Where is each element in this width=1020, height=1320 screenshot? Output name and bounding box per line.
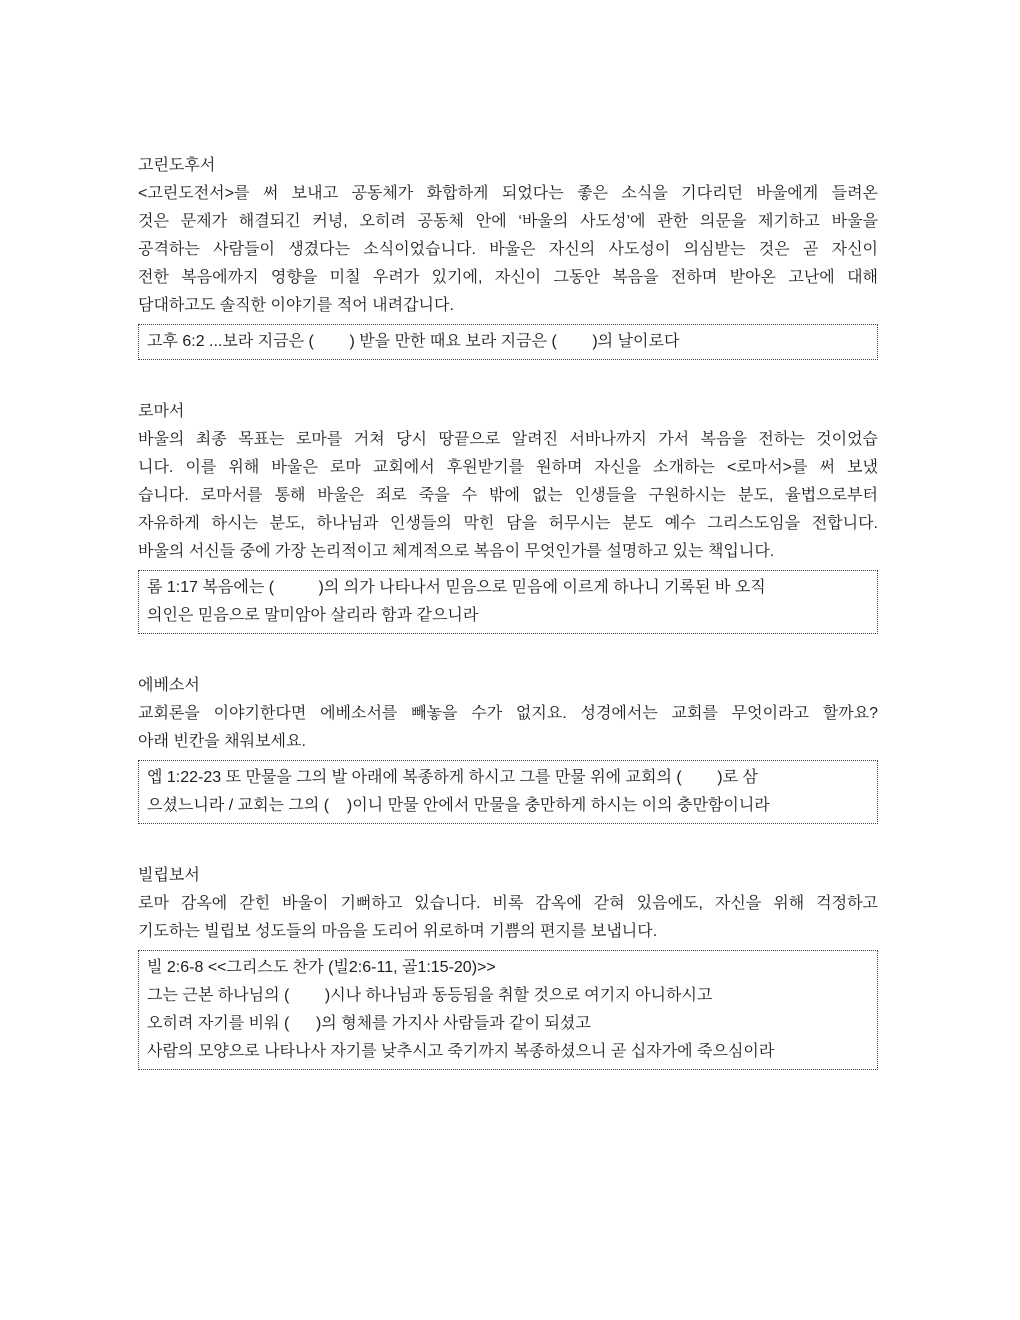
- verse-line: 오히려 자기를 비워 ( )의 형체를 가지사 사람들과 같이 되셨고: [147, 1015, 591, 1032]
- section-title: 빌립보서: [138, 867, 200, 884]
- paragraph-line: 니다. 이를 위해 바울은 로마 교회에서 후원받기를 원하며 자신을 소개하는 <로마서>를 써 보냈: [138, 459, 878, 476]
- paragraph-line: 바울의 최종 목표는 로마를 거쳐 당시 땅끝으로 알려진 서바나까지 가서 복음을 전하는 것이었습: [138, 431, 878, 448]
- section-paragraph: [138, 700, 878, 756]
- verse-box: [138, 950, 878, 1070]
- paragraph-line: <고린도전서>를 써 보내고 공동체가 화합하게 되었다는 좋은 소식을 기다리던 바울에게 들려온: [138, 185, 878, 202]
- section-title: 로마서: [138, 403, 185, 420]
- verse-box: [138, 570, 878, 634]
- verse-line: 엡 1:22-23 또 만물을 그의 발 아래에 복종하게 하시고 그를 만물 위에 교회의 ( )로 삼: [147, 769, 758, 786]
- paragraph-line: 로마 감옥에 갇힌 바울이 기뻐하고 있습니다. 비록 감옥에 갇혀 있음에도, 자신을 위해 걱정하고: [138, 895, 878, 912]
- section-title: 에베소서: [138, 677, 200, 694]
- section-philippians: [138, 862, 878, 1070]
- section-ephesians: [138, 672, 878, 824]
- paragraph-line: 교회론을 이야기한다면 에베소서를 빼놓을 수가 없지요. 성경에서는 교회를 무엇이라고 할까요?: [138, 705, 878, 722]
- paragraph-line: 바울의 서신들 중에 가장 논리적이고 체계적으로 복음이 무엇인가를 설명하고 있는 책입니다.: [138, 543, 775, 560]
- section-paragraph: [138, 426, 878, 566]
- paragraph-line: 공격하는 사람들이 생겼다는 소식이었습니다. 바울은 자신의 사도성이 의심받는 것은 곧 자신이: [138, 241, 878, 258]
- paragraph-line: 담대하고도 솔직한 이야기를 적어 내려갑니다.: [138, 297, 454, 314]
- verse-line: 고후 6:2 ...보라 지금은 ( ) 받을 만한 때요 보라 지금은 ( )의 날이로다: [147, 333, 680, 350]
- section-paragraph: [138, 890, 878, 946]
- verse-line: 사람의 모양으로 나타나사 자기를 낮추시고 죽기까지 복종하셨으니 곧 십자가에 죽으심이라: [147, 1043, 775, 1060]
- section-2corinthians: [138, 152, 878, 360]
- paragraph-line: 것은 문제가 해결되긴 커녕, 오히려 공동체 안에 ‘바울의 사도성’에 관한 의문을 제기하고 바울을: [138, 213, 878, 230]
- section-romans: [138, 398, 878, 634]
- paragraph-line: 자유하게 하시는 분도, 하나님과 인생들의 막힌 담을 허무시는 분도 예수 그리스도임을 전합니다.: [138, 515, 878, 532]
- verse-line: 롬 1:17 복음에는 ( )의 의가 나타나서 믿음으로 믿음에 이르게 하나니 기록된 바 오직: [147, 579, 766, 596]
- verse-line: 빌 2:6-8 <<그리스도 찬가 (빌2:6-11, 골1:15-20)>>: [147, 959, 496, 976]
- paragraph-line: 습니다. 로마서를 통해 바울은 죄로 죽을 수 밖에 없는 인생들을 구원하시는 분도, 율법으로부터: [138, 487, 878, 504]
- verse-line: 그는 근본 하나님의 ( )시나 하나님과 동등됨을 취할 것으로 여기지 아니하시고: [147, 987, 713, 1004]
- document-content: [138, 152, 878, 1070]
- section-title: 고린도후서: [138, 157, 216, 174]
- paragraph-line: 기도하는 빌립보 성도들의 마음을 도리어 위로하며 기쁨의 편지를 보냅니다.: [138, 923, 658, 940]
- verse-line: 으셨느니라 / 교회는 그의 ( )이니 만물 안에서 만물을 충만하게 하시는 이의 충만함이니라: [147, 797, 770, 814]
- paragraph-line: 전한 복음에까지 영향을 미칠 우려가 있기에, 자신이 그동안 복음을 전하며 받아온 고난에 대해: [138, 269, 878, 286]
- paragraph-line: 아래 빈칸을 채워보세요.: [138, 733, 306, 750]
- verse-line: 의인은 믿음으로 말미암아 살리라 함과 같으니라: [147, 607, 479, 624]
- verse-box: [138, 760, 878, 824]
- section-paragraph: [138, 180, 878, 320]
- verse-box: [138, 324, 878, 360]
